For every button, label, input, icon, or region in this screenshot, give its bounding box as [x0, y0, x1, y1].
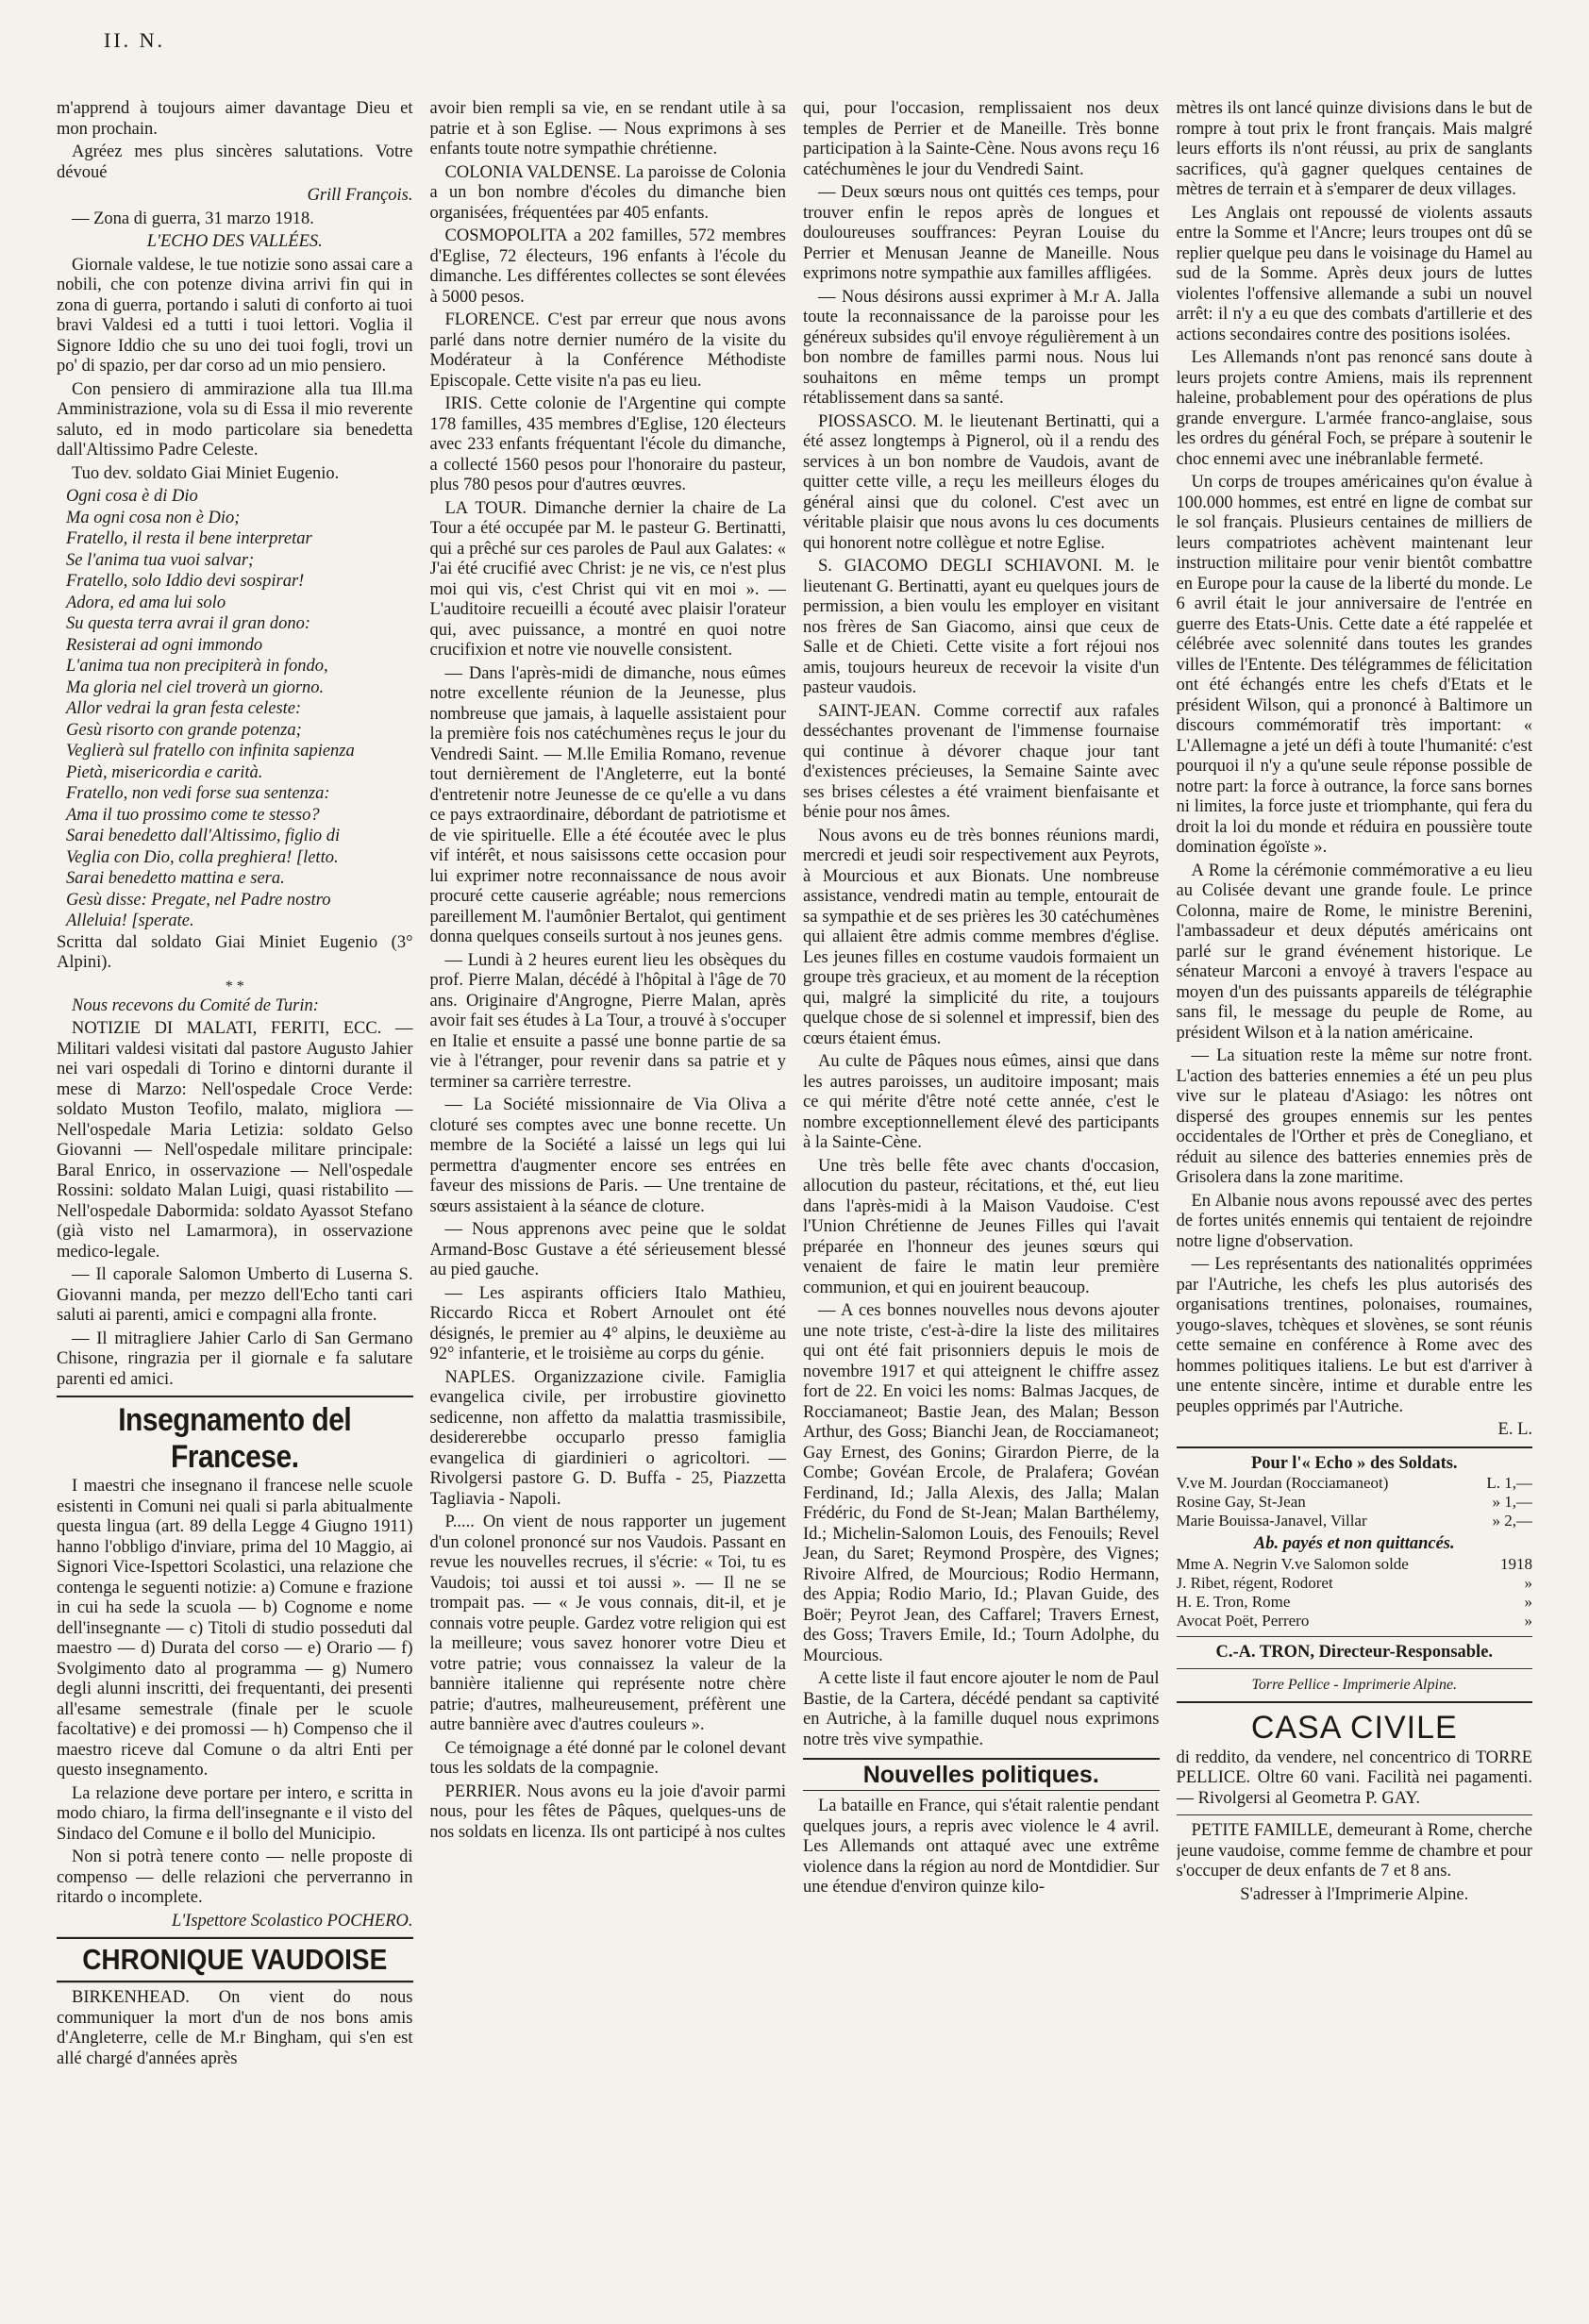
donation-amount: » 2,—: [1492, 1512, 1532, 1530]
poem-line: Su questa terra avrai il gran dono:: [66, 614, 310, 633]
insegnamento-relazione: La relazione deve portare per intero, e scritta in modo chiaro, la firma dell'insegnante e il visto del Sindaco del Comune e il bollo del Municipio.: [57, 1783, 413, 1844]
albanie: En Albanie nous avons repoussé avec des pertes de fortes unités ennemis qui tentaient de rejoindre notre ligne d'observation.: [1176, 1191, 1532, 1251]
list-item: [1177, 1555, 1533, 1574]
piossasco: PIOSSASCO. M. le lieutenant Bertinatti, qui a été assez longtemps à Pignerol, où il a rendu des services à un bon nombre de Vaudois, avant de quitter cette ville, a reçu les meilleurs éloges du général ainsi que du colonel. C'est avec un véritable plaisir que nous avons lu ces documents qui honorent notre collègue et notre Eglise.: [803, 411, 1160, 553]
petite-famille-address: S'adresser à l'Imprimerie Alpine.: [1240, 1884, 1469, 1904]
list-item: [1177, 1612, 1533, 1630]
naples: NAPLES. Organizzazione civile. Famiglia evangelica civile, per irrobustire giovinetto sedicenne, non affetto da malattia trasmissibile, desidererebbe occuparlo presso famiglia evangelica di giardinieri o agricoltori. — Rivolgersi pastore G. D. Buffa - 25, Piazzetta Tagliavia - Napoli.: [429, 1367, 786, 1509]
letter-closing: m'apprend à toujours aimer davantage Dieu et mon prochain.: [57, 99, 413, 139]
reunions: Nous avons eu de très bonnes réunions mardi, mercredi et jeudi soir respectivement aux Peyrots, à Mourcious et aux Bionats. Une nombreuse assistance, vendredi matin au temple, entourait de sa sympathie et de ses prières les 30 catéchumènes qui allaient être admis comme membres d'église. Les jeunes filles en costume vaudois formaient un groupe très gracieux, et au moment de la réception qui, malgré la simplicité du rite, a toujours quelque chose de si solennel et impressif, bien des cœurs étaient émus.: [803, 826, 1160, 1048]
echo-soldats-box: [1177, 1454, 1533, 1630]
poem-line: Adora, ed ama lui solo: [66, 593, 226, 612]
donation-amount: » 1,—: [1492, 1493, 1532, 1511]
letter-signoff: Tuo dev. soldato Giai Miniet Eugenio.: [72, 463, 340, 483]
dateline: — Zona di guerra, 31 marzo 1918.: [72, 209, 314, 228]
letter-signature: Grill François.: [307, 186, 413, 205]
saint-jean: SAINT-JEAN. Comme correctif aux rafales desséchantes provenant de l'immense fournaise qui continue à dévorer chaque jour tant d'existences précieuses, la Semaine Sainte avec ses brises célestes a été vraiment bienfaisante et bénie pour nos âmes.: [803, 701, 1160, 822]
poem-line: Alleluia! [sperate.: [66, 911, 194, 930]
poem-line: Fratello, non vedi forse sua sentenza:: [66, 784, 330, 803]
colonia-valdense: COLONIA VALDENSE. La paroisse de Colonia a un bon nombre d'écoles du dimanche bien organisées, fréquentées par 405 enfants.: [429, 162, 786, 223]
cosmopolita: COSMOPOLITA a 202 familles, 572 membres d'Eglise, 72 électeurs, 196 enfants à l'école du dimanche. Les différentes collectes se sont élevées à 5000 pesos.: [429, 226, 786, 307]
page-number: II. N.: [104, 28, 166, 52]
column-2: [430, 99, 787, 2302]
rome-ceremonie: A Rome la cérémonie commémorative a eu lieu au Colisée devant une grande foule. Le prince Colonna, maire de Rome, le ministre Berenini, l'ambassadeur et deux députés américains ont parlé sur le grand événement historique. Le sénateur Marconi a envoyé à travers l'espace au moyen d'un des puissants appareils de télégraphie sans fil, le message du peuple de Rome, au président Wilson et à la nation américaine.: [1176, 861, 1532, 1043]
la-tour: LA TOUR. Dimanche dernier la chaire de La Tour a été occupée par M. le pasteur G. Bertinatti, qui a prêché sur ces paroles de Paul aux Galates: « J'ai été crucifié avec Christ: je ne vis, ce n'est plus moi qui vis, c'est Christ qui vit en moi ». — L'auditoire recueilli a écouté avec plaisir l'orateur qui, avec puissance, a montré en quoi notre crucifixion et notre vie nouvelle consistent.: [429, 498, 786, 660]
iris: IRIS. Cette colonie de l'Argentine qui compte 178 familles, 435 membres d'Eglise, 120 électeurs avec 233 enfants fréquentant l'école du dimanche, a collecté 1560 pesos pour l'honoraire du pasteur, plus 780 pesos pour d'autres œuvres.: [429, 394, 786, 494]
poem-line: Veglierà sul fratello con infinita sapienza: [66, 742, 355, 761]
printer-line: Torre Pellice - Imprimerie Alpine.: [1251, 1677, 1458, 1693]
subscriber-name: H. E. Tron, Rome: [1176, 1592, 1291, 1611]
list-item: [1177, 1512, 1533, 1530]
soldat-blesse: — Nous apprenons avec peine que le soldat Armand-Bosc Gustave a été sérieusement blessé au pied gauche.: [429, 1220, 786, 1279]
bataille-continued: mètres ils ont lancé quinze divisions dans le but de rompre à tout prix le front français. Mais malgré leurs efforts ils n'ont réussi, au prix de sanglants sacrifices, qu'à gagner quelques centaines de mètres de terrain et à s'emparer de deux villages.: [1176, 99, 1532, 199]
divider: [1177, 1668, 1533, 1669]
notizie-malati: NOTIZIE DI MALATI, FERITI, ECC. — Militari valdesi visitati dal pastore Augusto Jahier nei vari ospedali di Torino e dintorni durante il mese di Marzo: Nell'ospedale Croce Verde: soldato Muston Teofilo, malato, migliora — Nell'ospedale Maria Letizia: soldato Gelso Giovanni — Nell'ospedale militare principale: Baral Enrico, in osservazione — Nell'ospedale Rossini: soldato Malan Luigi, quasi ristabilito — Nell'ospedale Dabormida: soldato Ayassot Stefano (già visto nel Lamarmora), in osservazione medico-legale.: [57, 1019, 413, 1262]
list-item: [1177, 1493, 1533, 1512]
prisonniers-liste: — A ces bonnes nouvelles nous devons ajouter une note triste, c'est-à-dire la liste des militaires qui ont été fait prisonniers depuis le mois de novembre 1917 et qui atteignent le chiffre assez fort de 22. En voici les noms: Balmas Jacques, de Rocciamaneot; Bastie Jean, des Malan; Besson Arthur, des Goss; Bianchi Jean, de Rocciamaneot; Gay Ernest, des Gonins; Girardon Pierre, de la Combe; Govéan Ercole, de Pralafera; Govéan Ferdinand, Id.; Jalla Alexis, des Jalla; Malan Frédéric, du Fond de St-Jean; Malan Barthélemy, Id.; Michelin-Salomon Louis, des Fenouils; Revel Jean, du Saret; Reymond Prospère, des Vignes; Rivoire Alfred, de Mourcious; Rodio Hermann, des Appia; Rodio Mario, Id.; Plavan Guide, des Boër; Peyrot Jean, des Caffarel; Travers Ernest, des Goss; Travers Emile, Id.; Tourn Adolphe, du Mourcious.: [803, 1301, 1160, 1665]
divider: [57, 1396, 413, 1397]
situation-front: — La situation reste la même sur notre front. L'action des batteries ennemies a été un peu plus vive sur le plateau d'Asiago: les nôtres ont dispersé des groupes ennemis sur les pentes occidentales de l'Orther et près de Conegliano, et réduit au silence des batteries ennemies près de Grisolera dans la zone maritime.: [1176, 1046, 1532, 1187]
poem-line: Se l'anima tua vuoi salvar;: [66, 550, 255, 570]
subscription-year: »: [1524, 1611, 1532, 1630]
director-line: C.-A. TRON, Directeur-Responsable.: [1215, 1642, 1494, 1662]
nationalites: — Les représentants des nationalités opprimées par l'Autriche, les chefs les plus autorisés des organisations trentines, polonaises, roumaines, yougo-slaves, tchèques et slovènes, se sont réunis cette semaine en conférence à Rome avec des hommes politiques italiens. Le but est d'arriver à une entente sincère, intime et durable entre les peuples opprimés par l'Autriche.: [1176, 1255, 1532, 1416]
section-separator: * *: [225, 978, 244, 995]
subscriber-name: Avocat Poët, Perrero: [1176, 1611, 1310, 1630]
jeunesse-reunion: — Dans l'après-midi de dimanche, nous eûmes notre excellente réunion de la Jeunesse, plus nombreuse que jamais, à laquelle assistaient pour la première fois nos catéchumènes reçus le jour du Vendredi Saint. — M.lle Emilia Romano, revenue tout dernièrement de l'Angleterre, eut la bonté d'entretenir notre Jeunesse de ce qu'elle a vu dans ce pays extraordinaire, débordant de patriotisme et de vie spirituelle. Elle a été écoutée avec le plus vif intérêt, et nous saisissons cette occasion pour lui exprimer notre reconnaissance de nous avoir procuré cette causerie agréable; nous remercions pareillement M. l'aumônier Bertalot, qui gentiment donna quelques conseils surtout à nos jeunes gens.: [429, 663, 786, 946]
insegnamento-ritardo: Non si potrà tenere conto — nelle proposte di compenso — delle relazioni che perverranno in ritardo o incomplete.: [57, 1847, 413, 1907]
list-item: [1177, 1593, 1533, 1612]
perrier: PERRIER. Nous avons eu la joie d'avoir parmi nous, pour les fêtes de Pâques, quelques-uns de nos soldats en licenza. Ils ont participé à nos cultes: [429, 1781, 786, 1842]
poem-line: Fratello, solo Iddio devi sospirar!: [66, 572, 305, 591]
poem-line: L'anima tua non precipiterà in fondo,: [66, 657, 328, 676]
column-4: [1177, 99, 1533, 2302]
echo-soldats-title: Pour l'« Echo » des Soldats.: [1250, 1453, 1458, 1473]
subscription-year: »: [1524, 1592, 1532, 1611]
jalla-reconnaissance: — Nous désirons aussi exprimer à M.r A. Jalla toute la reconnaissance de la paroisse pour les généreux subsides qu'il envoye régulièrement à un bon nombre de familles parmi nous. Nous lui souhaitons en même temps un prompt rétablissement dans sa santé.: [803, 287, 1160, 408]
anglais: Les Anglais ont repoussé de violents assauts entre la Somme et l'Ancre; leurs troupes ont dû se replier quelque peu dans le voisinage du Hamel au sud de la Somme. Après deux jours de luttes violentes l'offensive allemande a subi un nouvel arrêt: il n'y a eu que des combats d'artillerie et des actions secondaires contre des positions isolées.: [1176, 203, 1532, 344]
poem-line: Ma ogni cosa non è Dio;: [66, 508, 241, 527]
poem-line: Ama il tuo prossimo come te stesso?: [66, 805, 320, 825]
casa-civile-heading: CASA CIVILE: [1250, 1709, 1458, 1746]
aspirants-officiers: — Les aspirants officiers Italo Mathieu, Riccardo Ricca et Robert Arnoulet ont été désignés, le premier au 4° alpins, le deuxième au 92° infanterie, et le troisième au corps du génie.: [429, 1283, 786, 1363]
article-columns: [57, 99, 1532, 2302]
poem-line: Resisterai ad ogni immondo: [66, 635, 263, 655]
poem-line: Pietà, misericordia e carità.: [66, 762, 263, 782]
obseques-malan: — Lundi à 2 heures eurent lieu les obsèques du prof. Pierre Malan, décédé à l'hôpital à l'âge de 70 ans. Originaire d'Angrogne, Pierre Malan, après avoir fait ses études à La Tour, a trouvé à s'occuper en Italie et ensuite a passé une bonne partie de sa vie à l'étranger, pour revenir dans sa patrie et y terminer sa carrière terrestre.: [429, 950, 786, 1092]
casa-civile-ad: di reddito, da vendere, nel concentrico di TORRE PELLICE. Oltre 60 vani. Facilità nei pagamenti. — Rivolgersi al Geometra P. GAY.: [1176, 1747, 1532, 1808]
poem: [57, 487, 413, 932]
poem-line: Ogni cosa è di Dio: [66, 487, 198, 506]
author-initials: E. L.: [1497, 1420, 1532, 1439]
comite-intro: Nous recevons du Comité de Turin:: [72, 995, 319, 1015]
birkenhead-article: BIRKENHEAD. On vient do nous communiquer la mort d'un de nos bons amis d'Angleterre, celle de M.r Bingham, qui s'en est allé chargé d'années après: [57, 1988, 413, 2068]
san-giacomo: S. GIACOMO DEGLI SCHIAVONI. M. le lieutenant G. Bertinatti, ayant eu quelques jours de permission, a bien voulu les employer en visitant nos frères de San Giacomo, ainsi que ceux de Salle et de Chieti. Cette visite a fort réjoui nos amis, toujours heureux de recevoir la visite d'un pasteur vaudois.: [803, 557, 1160, 697]
column-1: [57, 99, 413, 2302]
divider: [1177, 1701, 1533, 1703]
poem-line: Gesù disse: Pregate, nel Padre nostro: [66, 890, 331, 910]
allemands: Les Allemands n'ont pas renoncé sans doute à leurs projets contre Amiens, mais ils reprennent haleine, probablement pour des opérations de plus grande envergure. L'armée franco-anglaise, sous les ordres du général Foch, se prépare à soutenir le choc ennemi avec une inébranlable fermeté.: [1176, 348, 1532, 469]
heading-nouvelles-politiques: Nouvelles politiques.: [803, 1758, 1160, 1791]
donor-name: Rosine Gay, St-Jean: [1176, 1493, 1306, 1511]
poem-credit: Scritta dal soldato Giai Miniet Eugenio (3° Alpini).: [57, 932, 413, 972]
paul-bastie: A cette liste il faut encore ajouter le nom de Paul Bastie, de la Cartera, décédé pendant sa captivité en Autriche, à la famille duquel nous exprimons notre très vive sympathie.: [803, 1669, 1160, 1749]
birkenhead-continued: avoir bien rempli sa vie, en se rendant utile à sa patrie et à son Eglise. — Nous exprimons à ses enfants toute notre sympathie chrétienne.: [429, 99, 786, 159]
letter-addressee: L'ECHO DES VALLÉES.: [146, 232, 323, 251]
poem-line: Veglia con Dio, colla preghiera! [letto.: [66, 847, 339, 867]
subscriber-name: Mme A. Negrin V.ve Salomon solde: [1176, 1554, 1409, 1573]
poem-line: Sarai benedetto mattina e sera.: [66, 869, 285, 888]
column-3: [803, 99, 1160, 2302]
subscriber-name: J. Ribet, régent, Rodoret: [1176, 1573, 1333, 1592]
temoignage: Ce témoignage a été donné par le colonel devant tous les soldats de la compagnie.: [429, 1738, 786, 1778]
poem-line: Allor vedrai la gran festa celeste:: [66, 699, 302, 718]
heading-insegnamento: Insegnamento del Francese.: [118, 1401, 352, 1475]
perrier-continued: qui, pour l'occasion, remplissaient nos deux temples de Perrier et de Maneille. Très bonne participation à la Sainte-Cène. Nous avons reçu 16 catéchumènes le jour du Vendredi Saint.: [803, 99, 1160, 179]
deux-soeurs: — Deux sœurs nous ont quittés ces temps, pour trouver enfin le repos après de longues et douloureuses souffrances: Peyran Louise du Perrier et Menusan Jeanne de Maneille. Nous exprimons notre sympathie aux familles affligées.: [803, 183, 1160, 283]
poem-line: Ma gloria nel ciel troverà un giorno.: [66, 677, 325, 697]
heading-chronique-vaudoise: CHRONIQUE VAUDOISE: [57, 1937, 413, 1982]
list-item: [1177, 1474, 1533, 1493]
donation-amount: L. 1,—: [1486, 1474, 1532, 1492]
bataille-france: La bataille en France, qui s'était ralentie pendant quelques jours, a repris avec violence le 4 avril. Les Allemands ont attaqué avec une extrême violence dans la région au nord de Montdidier. Sur une étendue d'environ quinze kilo-: [803, 1797, 1160, 1897]
donor-name: Marie Bouissa-Janavel, Villar: [1176, 1512, 1367, 1530]
insegnamento-signature: L'Ispettore Scolastico POCHERO.: [171, 1911, 413, 1931]
petite-famille-ad: PETITE FAMILLE, demeurant à Rome, cherche jeune vaudoise, comme femme de chambre et pour s'occuper de deux enfants de 7 et 8 ans.: [1176, 1821, 1532, 1881]
list-item: [1177, 1574, 1533, 1593]
fete-union: Une très belle fête avec chants d'occasion, allocution du pasteur, récitations, et thé, eut lieu dans l'après-midi à la Maison Vaudoise. C'est l'Union Chrétienne de Jeunes Filles qui l'avait préparée en l'honneur des jeunes sœurs qui venaient de faire le matin leur première communion, et qui en jouirent beaucoup.: [803, 1156, 1160, 1297]
notice-jahier: — Il mitragliere Jahier Carlo di San Germano Chisone, ringrazia per il giornale e fa salutare parenti ed amici.: [57, 1329, 413, 1389]
subscription-year: 1918: [1500, 1554, 1532, 1573]
insegnamento-body: I maestri che insegnano il francese nelle scuole esistenti in Comuni nei quali si parla abitualmente questa lingua (art. 89 della Legge 4 Giugno 1911) hanno l'obbligo d'inviare, prima del 10 Maggio, ai Signori Vice-Ispettori Scolastici, una relazione che contenga le seguenti notizie: a) Comune e frazione in cui ha sede la scuola — b) Cognome e nome dell'insegnante — c) Titoli di studio posseduti dal maestro — d) Durata del corso — e) Orario — f) Svolgimento dato al programma — g) Numero degli alunni inscritti, dei frequentanti, dei presenti all'esame semestrale (finale per le scuole facoltative) e dei promossi — h) Compenso che il maestro riceve dal Comune o da altri Enti per questo insegnamento.: [57, 1477, 413, 1780]
divider: [1177, 1814, 1533, 1815]
divider: [1177, 1636, 1533, 1637]
culte-paques: Au culte de Pâques nous eûmes, ainsi que dans les autres paroisses, un auditoire imposant; mais ce qui mérite d'être noté cette année, c'est le nombre exceptionnellement élevé des participants à la Sainte-Cène.: [803, 1052, 1160, 1152]
donor-name: V.ve M. Jourdan (Rocciamaneot): [1176, 1474, 1389, 1492]
letter-body-2: Con pensiero di ammirazione alla tua Ill.ma Amministrazione, vola su di Essa il mio reverente saluto, ed in modo particolare sia benedetta dall'Altissimo Padre Celeste.: [57, 379, 413, 460]
notice-salomon: — Il caporale Salomon Umberto di Luserna S. Giovanni manda, per mezzo dell'Echo tanti cari saluti ai parenti, amici e compagni alla fronte.: [57, 1265, 413, 1325]
letter-greeting: Agréez mes plus sincères salutations. Votre dévoué: [57, 142, 413, 182]
poem-line: Fratello, il resta il bene interpretar: [66, 529, 312, 548]
abonnements-title: Ab. payés et non quittancés.: [1253, 1534, 1455, 1553]
divider: [1177, 1446, 1533, 1448]
subscription-year: »: [1524, 1573, 1532, 1592]
jugement-colonel: P..... On vient de nous rapporter un jugement d'un colonel prononcé sur nos Vaudois. Passant en revue les nouvelles recrues, il s'écrie: « Toi, tu es Vaudois; toi aussi et toi aussi ». — Il ne se trompait pas. — « Je vous connais, dit-il, et je connais votre peuple. Gardez votre religion qui est la meilleure; vous savez honorer votre Dieu et votre patrie; vous connaissez la valeur de la bannière italienne qui représente notre chère patrie; d'autres, malheureusement, préfèrent une autre bannière avec d'autres couleurs ».: [429, 1513, 786, 1734]
poem-line: Sarai benedetto dall'Altissimo, figlio di: [66, 827, 341, 845]
americains: Un corps de troupes américaines qu'on évalue à 100.000 hommes, est entré en ligne de combat sur le sol français. Plusieurs centaines de milliers de leurs compatriotes achèvent maintenant leur instruction militaire pour venir bientôt combattre en Europe pour la cause de la liberté du monde. Le 6 avril était le jour anniversaire de l'entrée en guerre des Etats-Unis. Cette date a été rappelée et célébrée avec solennité dans toutes les grandes villes de l'Entente. Des télégrammes de félicitation ont été échangés entre les chefs d'Etats et le président Wilson, qui a prononcé à Baltimore un discours commémoratif très important: « L'Allemagne a jeté un défi à toute l'humanité: c'est pourquoi il n'y a qu'une seule réponse possible de notre part: la force à outrance, la force sans bornes ni limites, la force juste et triomphante, qui fera du droit la loi du monde et réduira en poussière toute domination égoïste ».: [1176, 473, 1532, 857]
letter-body: Giornale valdese, le tue notizie sono assai care a nobili, che con potenze divina arrivi fin qui in zona di guerra, portando i saluti di conforto ai tuoi bravi Valdesi ed a tutti i tuoi lettori. Voglia il Signore Iddio che su uno dei tuoi fogli, trovi un po' di spazio, per dar corso ad un mio pensiero.: [57, 255, 413, 376]
poem-line: Gesù risorto con grande potenza;: [66, 720, 302, 740]
societe-missionnaire: — La Société missionnaire de Via Oliva a cloturé ses comptes avec une bonne recette. Un membre de la Société a laissé un legs qui lui permettra d'augmenter encore ses entrées en faveur des missions de Paris. — Une trentaine de sœurs assistaient à la séance de cloture.: [429, 1095, 786, 1216]
florence: FLORENCE. C'est par erreur que nous avons parlé dans notre dernier numéro de la visite du Modérateur à la Conférence Méthodiste Episcopale. Cette visite n'a pas eu lieu.: [429, 310, 786, 391]
